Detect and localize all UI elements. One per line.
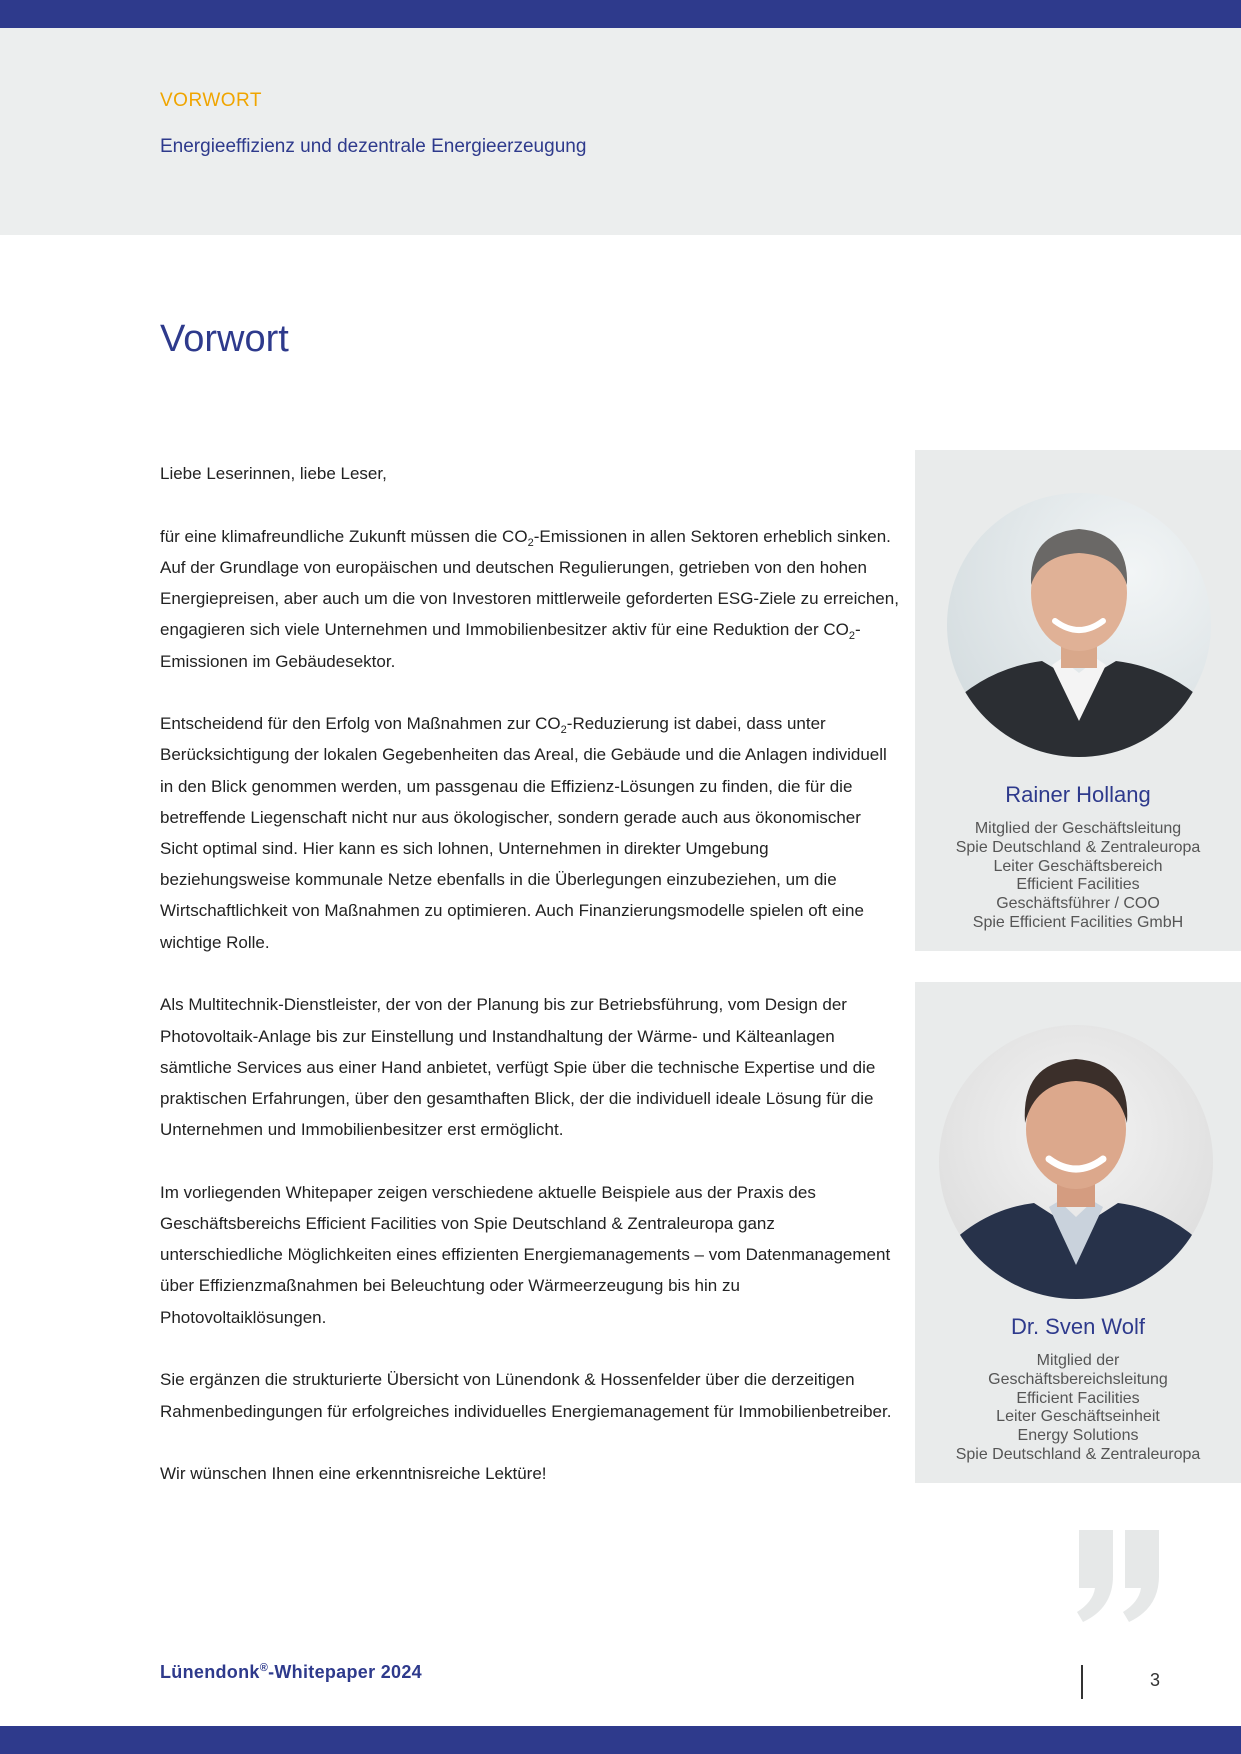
quote-mark-icon xyxy=(1075,1530,1165,1630)
bottom-color-bar xyxy=(0,1726,1241,1754)
foreword-body xyxy=(160,458,900,1521)
paragraph-2: Entscheidend für den Erfolg von Maßnahmen zur $CO_2$-Reduzierung ist dabei, dass unter Berücksichtigung der lokalen Gegebenheiten das Areal, die Gebäude und die Anlagen individuell in den Blick genommen werden, um passgenau die Effizienz-Lösungen zu finden, die für die betreffende Liegenschaft nicht nur aus ökologischer, sondern gerade auch aus ökonomischer Sicht optimal sind. Hier kann es sich lohnen, Unternehmen in direkter Umgebung beziehungsweise kommunale Netze ebenfalls in die Überlegungen einzubeziehen, um die Wirtschaftlichkeit von Maßnahmen zu optimieren. Auch Finanzierungsmodelle spielen oft eine wichtige Rolle. xyxy=(160,714,887,952)
footer-divider xyxy=(1081,1665,1083,1699)
page-number: 3 xyxy=(1150,1670,1161,1690)
paragraph-4: Im vorliegenden Whitepaper zeigen verschiedene aktuelle Beispiele aus der Praxis des Geschäftsbereichs Efficient Facilities von Spie Deutschland & Zentraleuropa ganz unterschiedliche Möglichkeiten eines effizienten Energiemanagements – vom Datenmanagement über Effizienzmaßnahmen bei Beleuchtung oder Wärmeerzeugung bis hin zu Photovoltaiklösungen. xyxy=(160,1182,891,1327)
portrait-photo xyxy=(947,493,1211,757)
closing-line: Wir wünschen Ihnen eine erkenntnisreiche Lektüre! xyxy=(160,1464,547,1484)
person-name: Rainer Hollang xyxy=(1005,782,1151,807)
profile-card-hollang xyxy=(915,450,1241,951)
person-role: Mitglied der Geschäftsleitung Spie Deutschland & Zentraleuropa Leiter Geschäftsbereich Efficient Facilities Geschäftsführer / COO Spie Efficient Facilities GmbH xyxy=(955,820,1201,931)
section-label: VORWORT xyxy=(160,90,263,111)
section-subtitle: Energieeffizienz und dezentrale Energieerzeugung xyxy=(160,136,587,157)
person-role: Mitglied der Geschäftsbereichsleitung Efficient Facilities Leiter Geschäftseinheit Energy Solutions Spie Deutschland & Zentraleuropa xyxy=(955,1352,1201,1463)
footer-brand: Lünendonk®-Whitepaper 2024 xyxy=(160,1662,422,1682)
paragraph-1: für eine klimafreundliche Zukunft müssen die $CO_2$-Emissionen in allen Sektoren erheblich sinken. Auf der Grundlage von europäischen und deutschen Regulierungen, getrieben von den hohen Energiepreisen, aber auch um die von Investoren mittlerweile geforderten ESG-Ziele zu erreichen, engagieren sich viele Unternehmen und Immobilienbesitzer aktiv für eine Reduktion der $CO_2$-Emissionen im Gebäudesektor. xyxy=(160,526,899,671)
paragraph-3: Als Multitechnik-Dienstleister, der von der Planung bis zur Betriebsführung, vom Design der Photovoltaik-Anlage bis zur Einstellung und Instandhaltung der Wärme- und Kälteanlagen sämtliche Services aus einer Hand anbietet, verfügt Spie über die technische Expertise und die praktischen Erfahrungen, über den gesamthaften Blick, der die individuell ideale Lösung für die Unternehmen und Immobilienbesitzer erst ermöglicht. xyxy=(160,995,876,1140)
paragraph-5: Sie ergänzen die strukturierte Übersicht von Lünendonk & Hossenfelder über die derzeitigen Rahmenbedingungen für erfolgreiches individuelles Energiemanagement für Immobilienbetreiber. xyxy=(160,1370,892,1421)
header-band xyxy=(0,28,1241,235)
top-color-bar xyxy=(0,0,1241,28)
page-title: Vorwort xyxy=(160,318,289,360)
portrait-photo xyxy=(939,1025,1213,1299)
salutation: Liebe Leserinnen, liebe Leser, xyxy=(160,464,387,483)
profile-card-wolf xyxy=(915,982,1241,1483)
person-name: Dr. Sven Wolf xyxy=(1010,1314,1146,1339)
